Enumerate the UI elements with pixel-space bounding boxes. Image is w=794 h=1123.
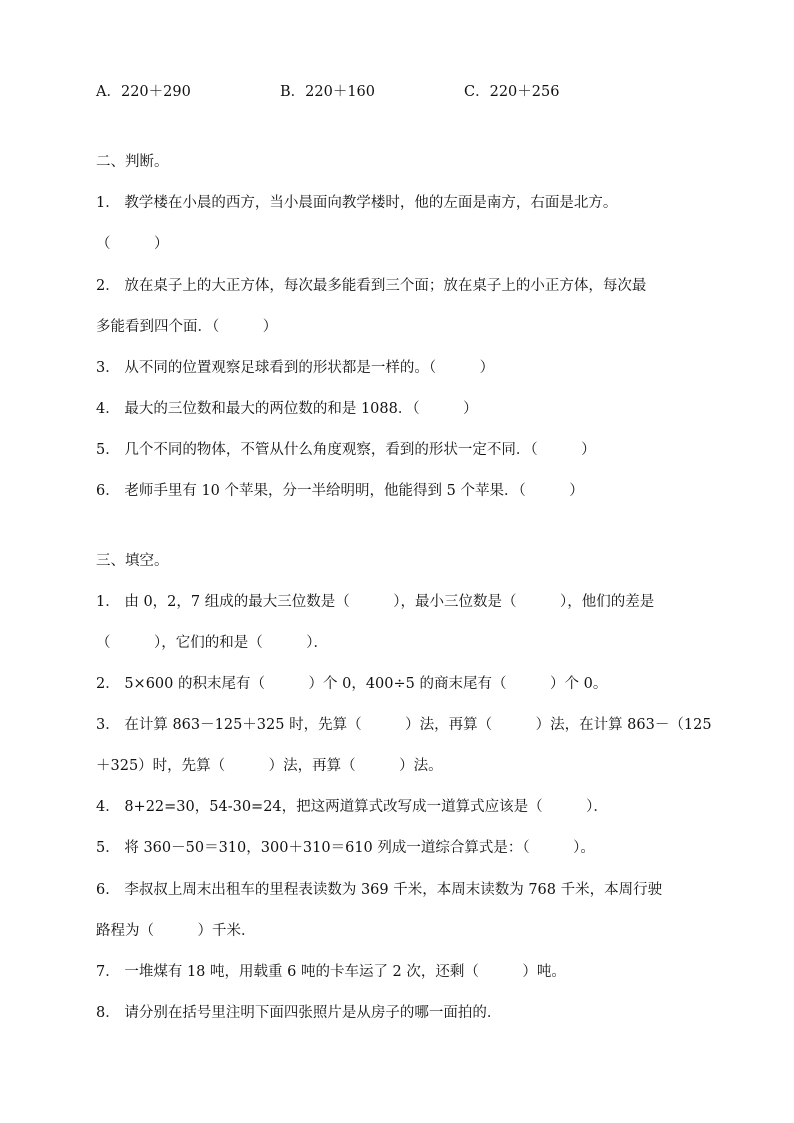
judge-q5: 5． 几个不同的物体，不管从什么角度观察，看到的形状一定不同．（ ） <box>96 442 596 458</box>
fill-q1-line2: （ ），它们的和是（ ）． <box>96 635 328 651</box>
judge-q2-line1: 2． 放在桌子上的大正方体，每次最多能看到三个面；放在桌子上的小正方体，每次最 <box>96 278 647 294</box>
fill-q3-line2: ＋325）时，先算（ ）法，再算（ ）法。 <box>96 758 443 774</box>
fill-q1-line1: 1． 由 0，2，7 组成的最大三位数是（ ），最小三位数是（ ），他们的差是 <box>96 594 655 610</box>
fill-q4: 4． 8+22=30，54-30=24，把这两道算式改写成一道算式应该是（ ）． <box>96 799 608 815</box>
fill-q2: 2． 5×600 的积末尾有（ ）个 0，400÷5 的商末尾有（ ）个 0。 <box>96 676 608 692</box>
judge-q1-line2: （ ） <box>96 236 169 252</box>
judge-q1-line1: 1． 教学楼在小晨的西方，当小晨面向教学楼时，他的左面是南方，右面是北方。 <box>96 195 618 211</box>
choice-options <box>96 80 696 100</box>
option-b: B．220＋160 <box>280 84 376 100</box>
fill-q8: 8． 请分别在括号里注明下面四张照片是从房子的哪一面拍的． <box>96 1005 502 1021</box>
judge-q4: 4． 最大的三位数和最大的两位数的和是 1088．（ ） <box>96 401 478 417</box>
fill-q7: 7． 一堆煤有 18 吨，用载重 6 吨的卡车运了 2 次，还剩（ ）吨。 <box>96 964 566 980</box>
option-a: A．220＋290 <box>96 84 191 100</box>
fill-q5: 5． 将 360－50＝310，300＋310＝610 列成一道综合算式是：（ ）。 <box>96 840 595 856</box>
option-c: C．220＋256 <box>464 84 560 100</box>
judge-q2-line2: 多能看到四个面．（ ） <box>96 319 278 335</box>
section-2-heading: 二、判断。 <box>96 154 169 170</box>
section-3-heading: 三、填空。 <box>96 553 169 569</box>
fill-q3-line1: 3． 在计算 863－125＋325 时，先算（ ）法，再算（ ）法，在计算 863－（125 <box>96 717 712 733</box>
fill-q6-line2: 路程为（ ）千米． <box>96 923 256 939</box>
judge-q6: 6． 老师手里有 10 个苹果，分一半给明明，他能得到 5 个苹果．（ ） <box>96 483 584 499</box>
fill-q6-line1: 6． 李叔叔上周末出租车的里程表读数为 369 千米，本周末读数为 768 千米，本周行驶 <box>96 882 663 898</box>
judge-q3: 3． 从不同的位置观察足球看到的形状都是一样的。（ ） <box>96 360 495 376</box>
